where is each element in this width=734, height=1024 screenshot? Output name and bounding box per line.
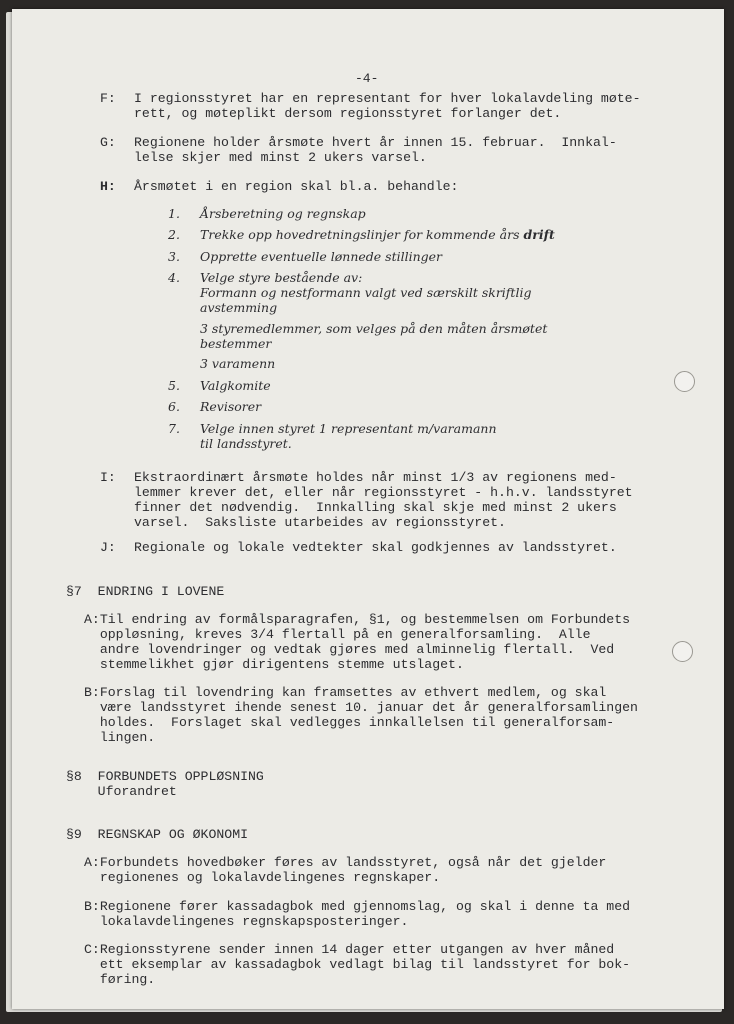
agenda-item: Årsberetning og regnskap <box>200 206 366 221</box>
page-number: -4- <box>355 71 379 86</box>
section-7b-line: være landsstyret ihende senest 10. januar det år generalforsamlingen <box>84 700 638 715</box>
agenda-number: 7. <box>168 421 180 436</box>
section-h-label: H: <box>100 179 116 194</box>
section-9c-line: ett eksemplar av kassadagbok vedlagt bilag til landsstyret for bok- <box>84 957 631 972</box>
agenda-number: 3. <box>168 249 180 264</box>
section-j-label: J: <box>100 540 116 555</box>
section-7b-line: lingen. <box>84 730 156 745</box>
section-j-line: Regionale og lokale vedtekter skal godkjennes av landsstyret. <box>134 540 617 555</box>
section-9b-line: B:Regionene fører kassadagbok med gjennomslag, og skal i denne ta med <box>84 899 631 914</box>
section-7a-line: andre lovendringer og vedtak gjøres med alminnelig flertall. Ved <box>84 642 615 657</box>
section-i-line: lemmer krever det, eller når regionsstyret - h.h.v. landsstyret <box>134 485 633 500</box>
section-7b-line: B:Forslag til lovendring kan framsettes av ethvert medlem, og skal <box>84 685 607 700</box>
agenda-item: 3 styremedlemmer, som velges på den måten årsmøtet <box>200 321 548 336</box>
section-9b-line: lokalavdelingenes regnskapsposteringer. <box>84 914 409 929</box>
agenda-item: 3 varamenn <box>200 356 276 371</box>
section-i-line: finner det nødvendig. Innkalling skal skje med minst 2 ukers <box>134 500 617 515</box>
section-9c-line: C:Regionsstyrene sender innen 14 dager etter utgangen av hver måned <box>84 942 615 957</box>
section-i-line: varsel. Saksliste utarbeides av regionsstyret. <box>134 515 506 530</box>
section-g-label: G: <box>100 135 116 150</box>
agenda-number: 5. <box>168 378 180 393</box>
section-7a-line: stemmelikhet gjør dirigentens stemme utslaget. <box>84 657 464 672</box>
agenda-item: Formann og nestformann valgt ved særskilt skriftlig <box>200 285 532 300</box>
section-8-text: Uforandret <box>66 784 177 799</box>
section-i-line: Ekstraordinært årsmøte holdes når minst 1/3 av regionens med- <box>134 470 617 485</box>
section-9c-line: føring. <box>84 972 156 987</box>
section-9-heading: §9 REGNSKAP OG ØKONOMI <box>66 827 249 842</box>
agenda-item: avstemming <box>200 300 278 315</box>
section-9a-line: regionenes og lokalavdelingenes regnskaper. <box>84 870 441 885</box>
section-i-label: I: <box>100 470 116 485</box>
agenda-item: Velge styre bestående av: <box>200 270 363 285</box>
agenda-bold-word: drift <box>523 227 555 242</box>
agenda-item: til landsstyret. <box>200 436 292 451</box>
agenda-item: Trekke opp hovedretningslinjer for kommende års drift <box>200 227 555 242</box>
agenda-number: 6. <box>168 399 180 414</box>
agenda-item: bestemmer <box>200 336 272 351</box>
section-g-line: Regionene holder årsmøte hvert år innen 15. februar. Innkal- <box>134 135 617 150</box>
punch-hole-bottom <box>672 641 693 662</box>
section-f-label: F: <box>100 91 116 106</box>
agenda-number: 1. <box>168 206 180 221</box>
document-page <box>12 9 724 1009</box>
section-8-heading: §8 FORBUNDETS OPPLØSNING <box>66 769 264 784</box>
section-f-line: I regionsstyret har en representant for hver lokalavdeling møte- <box>134 91 641 106</box>
section-h-line: Årsmøtet i en region skal bl.a. behandle: <box>134 179 459 194</box>
agenda-number: 2. <box>168 227 180 242</box>
punch-hole-top <box>674 371 695 392</box>
section-7b-line: holdes. Forslaget skal vedlegges innkallelsen til generalforsam- <box>84 715 615 730</box>
agenda-item: Opprette eventuelle lønnede stillinger <box>200 249 443 264</box>
section-7a-line: oppløsning, kreves 3/4 flertall på en generalforsamling. Alle <box>84 627 591 642</box>
section-7a-line: A:Til endring av formålsparagrafen, §1, og bestemmelsen om Forbundets <box>84 612 631 627</box>
agenda-item: Valgkomite <box>200 378 271 393</box>
agenda-number: 4. <box>168 270 180 285</box>
section-9a-line: A:Forbundets hovedbøker føres av landsstyret, også når det gjelder <box>84 855 607 870</box>
section-f-line: rett, og møteplikt dersom regionsstyret forlanger det. <box>134 106 562 121</box>
section-g-line: lelse skjer med minst 2 ukers varsel. <box>134 150 427 165</box>
agenda-item: Velge innen styret 1 representant m/varamann <box>200 421 497 436</box>
section-7-heading: §7 ENDRING I LOVENE <box>66 584 225 599</box>
agenda-item: Revisorer <box>200 399 262 414</box>
